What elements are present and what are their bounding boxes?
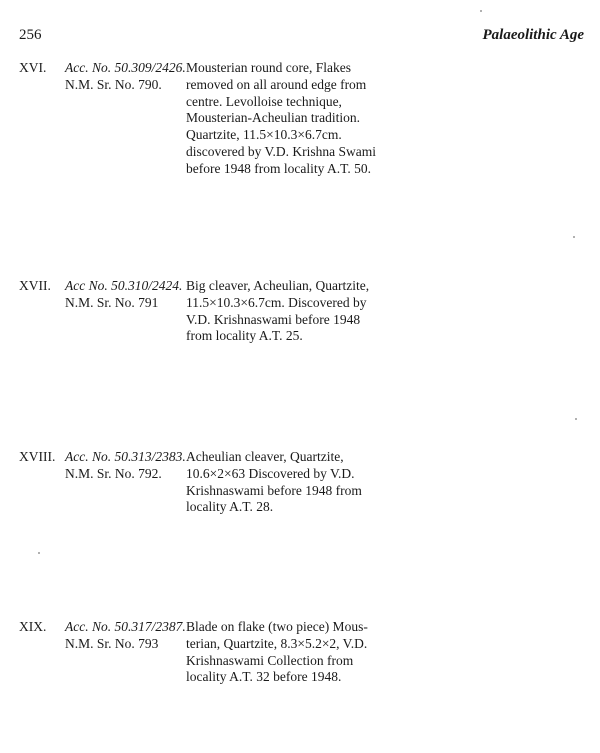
serial-number: N.M. Sr. No. 790. (65, 76, 162, 92)
entry-description (186, 278, 379, 345)
description-line: Quartzite, 11.5×10.3×6.7cm. (186, 127, 342, 143)
entry-identifiers (65, 60, 185, 94)
accession-number: Acc. No. 50.309/2426. (65, 60, 186, 75)
accession-number: Acc. No. 50.313/2383. (65, 449, 186, 464)
scan-speck (38, 552, 40, 554)
serial-number: N.M. Sr. No. 793 (65, 635, 159, 651)
entry-identifiers (65, 278, 185, 312)
entry-identifiers (65, 619, 185, 653)
running-title: Palaeolithic Age (482, 27, 584, 43)
description-line: locality A.T. 32 before 1948. (186, 669, 342, 685)
scan-speck (575, 418, 577, 420)
description-line: locality A.T. 28. (186, 499, 274, 515)
description-line: Big cleaver, Acheulian, Quartzite, (186, 278, 370, 293)
entry-identifiers (65, 449, 185, 483)
serial-number: N.M. Sr. No. 792. (65, 465, 162, 481)
serial-number: N.M. Sr. No. 791 (65, 294, 159, 310)
entry-description (186, 619, 379, 686)
description-line: removed on all around edge from (186, 76, 367, 92)
description-line: from locality A.T. 25. (186, 328, 303, 344)
description-line: discovered by V.D. Krishna Swami (186, 143, 376, 159)
entry-numeral: XIX. (19, 619, 47, 634)
description-line: 10.6×2×63 Discovered by V.D. (186, 465, 355, 481)
description-line: Krishnaswami before 1948 from (186, 482, 362, 498)
scan-speck (480, 10, 482, 12)
description-line: Blade on flake (two piece) Mous- (186, 619, 368, 634)
entry-description (186, 449, 379, 516)
description-line: centre. Levolloise technique, (186, 93, 342, 109)
description-line: V.D. Krishnaswami before 1948 (186, 311, 361, 327)
entry-numeral: XVII. (19, 278, 51, 293)
description-line: Mousterian-Acheulian tradition. (186, 110, 360, 126)
description-line: 11.5×10.3×6.7cm. Discovered by (186, 294, 367, 310)
scan-speck (573, 236, 575, 238)
description-line: Krishnaswami Collection from (186, 652, 354, 668)
description-line: Mousterian round core, Flakes (186, 60, 351, 75)
entry-numeral: XVIII. (19, 449, 56, 464)
accession-number: Acc No. 50.310/2424. (65, 278, 183, 293)
description-line: Acheulian cleaver, Quartzite, (186, 449, 344, 464)
entry-numeral: XVI. (19, 60, 47, 75)
description-line: terian, Quartzite, 8.3×5.2×2, V.D. (186, 635, 368, 651)
entry-description (186, 60, 379, 178)
accession-number: Acc. No. 50.317/2387. (65, 619, 186, 634)
description-line: before 1948 from locality A.T. 50. (186, 160, 371, 176)
page-number: 256 (19, 27, 42, 43)
